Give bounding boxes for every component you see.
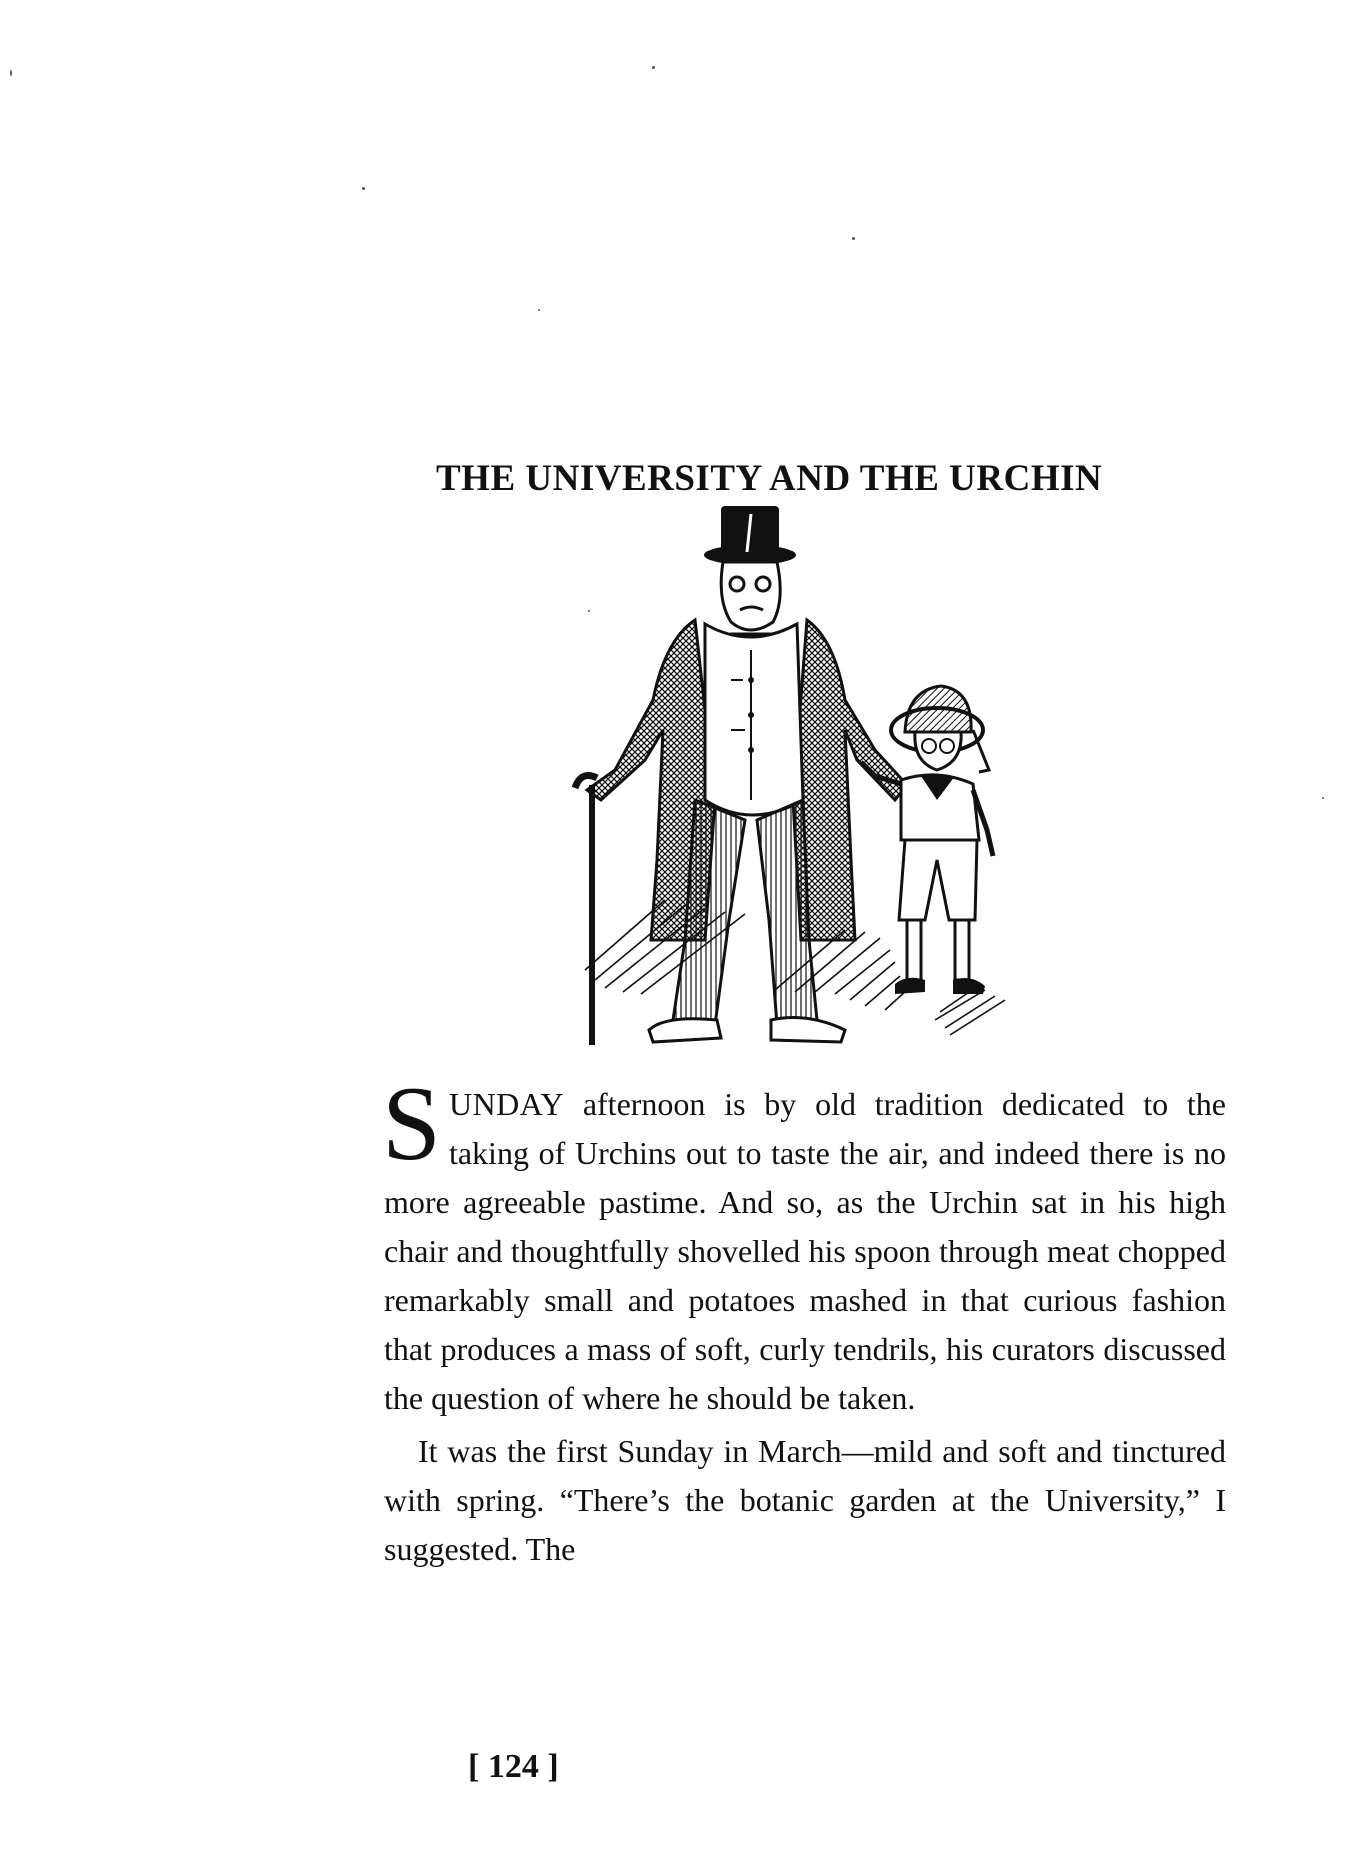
print-speck (362, 187, 365, 190)
paragraph-1-text: afternoon is by old tradition dedicated to the taking of Urchins out to taste the air, and indeed there is no more agreeable pastime. And so, as the Urchin sat in his high chair and thoughtfully shovelled his spoon through meat chopped remarkably small and potatoes mashed in that curious fashion that produces a mass of soft, curly tendrils, his curators discussed the question of where he should be taken. (384, 1086, 1226, 1416)
page-number: [ 124 ] (468, 1748, 559, 1785)
print-speck (852, 237, 855, 240)
cane (575, 776, 597, 1045)
chapter-body (382, 1065, 1226, 1574)
first-word-rest: UNDAY (448, 1086, 565, 1122)
chapter-title: THE UNIVERSITY AND THE URCHIN (436, 457, 1103, 499)
drop-cap: S (382, 1065, 441, 1182)
urchin-figure (861, 686, 993, 994)
print-speck (652, 66, 655, 69)
print-speck (1322, 797, 1324, 799)
paragraph-2: It was the first Sunday in March—mild and soft and tinctured with spring. “There’s the botanic garden at the University,” I suggested. The (384, 1433, 1226, 1567)
print-speck (538, 309, 540, 311)
paragraph-1 (382, 1065, 1226, 1423)
man-coat (587, 620, 907, 940)
top-hat (704, 506, 796, 565)
chapter-illustration (545, 500, 1065, 1060)
print-speck (10, 70, 12, 76)
